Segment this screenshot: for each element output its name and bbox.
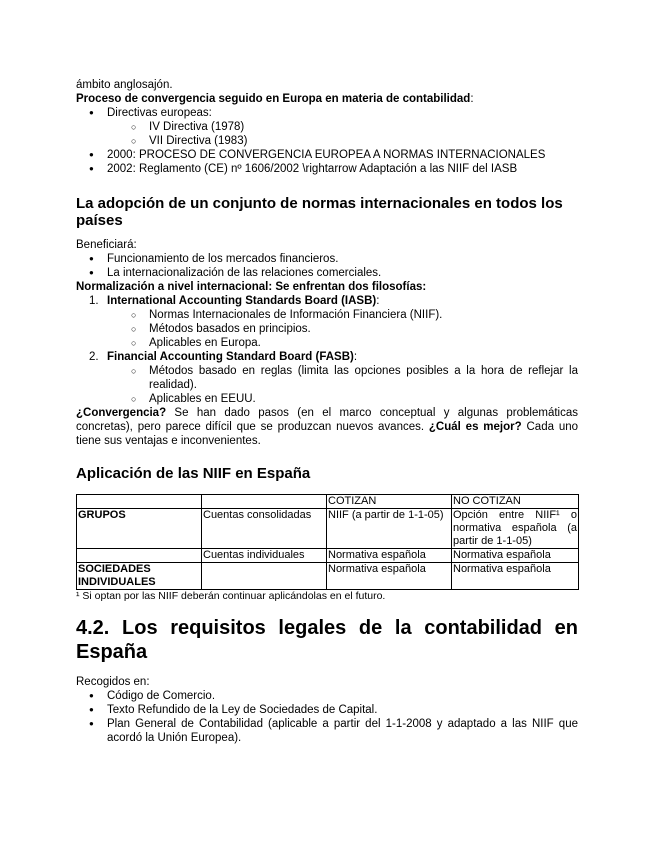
table-cell: Cuentas individuales [202,549,327,563]
table-cell: Normativa española [452,549,579,563]
table-cell: Normativa española [452,563,579,590]
table-cell: Cuentas consolidadas [202,509,327,549]
convergence-list [76,106,578,176]
table-cell [202,563,327,590]
list-number: 1. [89,295,99,307]
list-item: ○ Aplicables en Europa. [131,336,578,350]
intro-continuation: ámbito anglosajón. [76,79,173,91]
table-cell: Opción entre NIIF¹ o normativa española (a partir de 1-1-05) [453,509,577,547]
fasb-colon: : [353,351,358,363]
table-cell [77,549,202,563]
best-question: ¿Cuál es mejor? [428,421,522,433]
philosophies-list [76,294,578,406]
niif-spain-title: Aplicación de las NIIF en España [76,465,311,482]
iasb-points [107,308,578,350]
directives-sublist [107,120,578,148]
list-item: ○ Métodos basado en reglas (limita las opciones posibles a la hora de reflejar la realidad). [131,364,578,392]
table-cell: Normativa española [327,563,452,590]
table-cell: NO COTIZAN [452,495,579,509]
list-number: 2. [89,351,99,363]
niif-table [76,494,579,590]
list-item: ● Texto Refundido de la Ley de Sociedades de Capital. [86,703,578,717]
table-cell: COTIZAN [327,495,452,509]
iasb-colon: : [376,295,380,307]
table-row [77,509,579,549]
list-item: ● 2002: Reglamento (CE) nº 1606/2002 \rightarrow Adaptación a las NIIF del IASB [86,162,578,176]
list-item: ● 2000: PROCESO DE CONVERGENCIA EUROPEA A NORMAS INTERNACIONALES [86,148,578,162]
list-item: ● Código de Comercio. [86,689,578,703]
convergence-text: Se han dado pasos (en el marco conceptual y algunas problemáticas concretas), pero parece difícil que se produzcan nuevos avances. [76,407,578,433]
table-footnote: ¹ Si optan por las NIIF deberán continuar aplicándolas en el futuro. [76,590,386,602]
fasb-name: Financial Accounting Standard Board (FASB) [107,351,354,363]
legal-list [76,689,578,745]
table-row [77,549,579,563]
table-cell [77,495,202,509]
convergence-question: ¿Convergencia? [76,407,167,419]
convergence-heading-text: Proceso de convergencia seguido en Europa en materia de contabilidad [76,93,471,105]
convergence-heading [76,92,578,106]
list-item: ○ Aplicables en EEUU. [131,392,578,406]
list-item [86,350,578,406]
collected-label: Recogidos en: [76,676,150,688]
table-row [77,563,579,590]
list-item: ● La internacionalización de las relaciones comerciales. [86,266,578,280]
best-text: Cada uno tiene sus ventajas e inconvenientes. [76,421,578,447]
benefits-list [76,252,578,280]
table-cell: SOCIEDADES INDIVIDUALES [77,563,202,590]
list-item: ○ VII Directiva (1983) [131,134,578,148]
list-item-label: Directivas europeas: [107,107,212,119]
list-item: ○ Métodos basados en principios. [131,322,578,336]
list-item [86,294,578,350]
table-cell [202,495,327,509]
normalization-heading: Normalización a nivel internacional: Se enfrentan dos filosofías: [76,281,427,293]
benefit-label: Beneficiará: [76,239,137,251]
iasb-name: International Accounting Standards Board (IASB) [107,295,377,307]
list-item: ● Funcionamiento de los mercados financieros. [86,252,578,266]
document-page [76,78,578,745]
fasb-points [107,364,578,406]
list-item [86,106,578,148]
table-cell: NIIF (a partir de 1-1-05) [327,509,452,549]
legal-title: 4.2. Los requisitos legales de la contabilidad en España [76,617,578,663]
list-item: ○ IV Directiva (1978) [131,120,578,134]
list-item: ○ Normas Internacionales de Información Financiera (NIIF). [131,308,578,322]
table-header-row [77,495,579,509]
convergence-paragraph [76,406,578,448]
table-cell: Normativa española [327,549,452,563]
adoption-title: La adopción de un conjunto de normas internacionales en todos los países [76,195,563,229]
list-item: ● Plan General de Contabilidad (aplicable a partir del 1-1-2008 y adaptado a las NIIF que acordó la Unión Europea). [86,717,578,745]
convergence-heading-colon: : [470,93,474,105]
table-cell: GRUPOS [77,509,202,549]
